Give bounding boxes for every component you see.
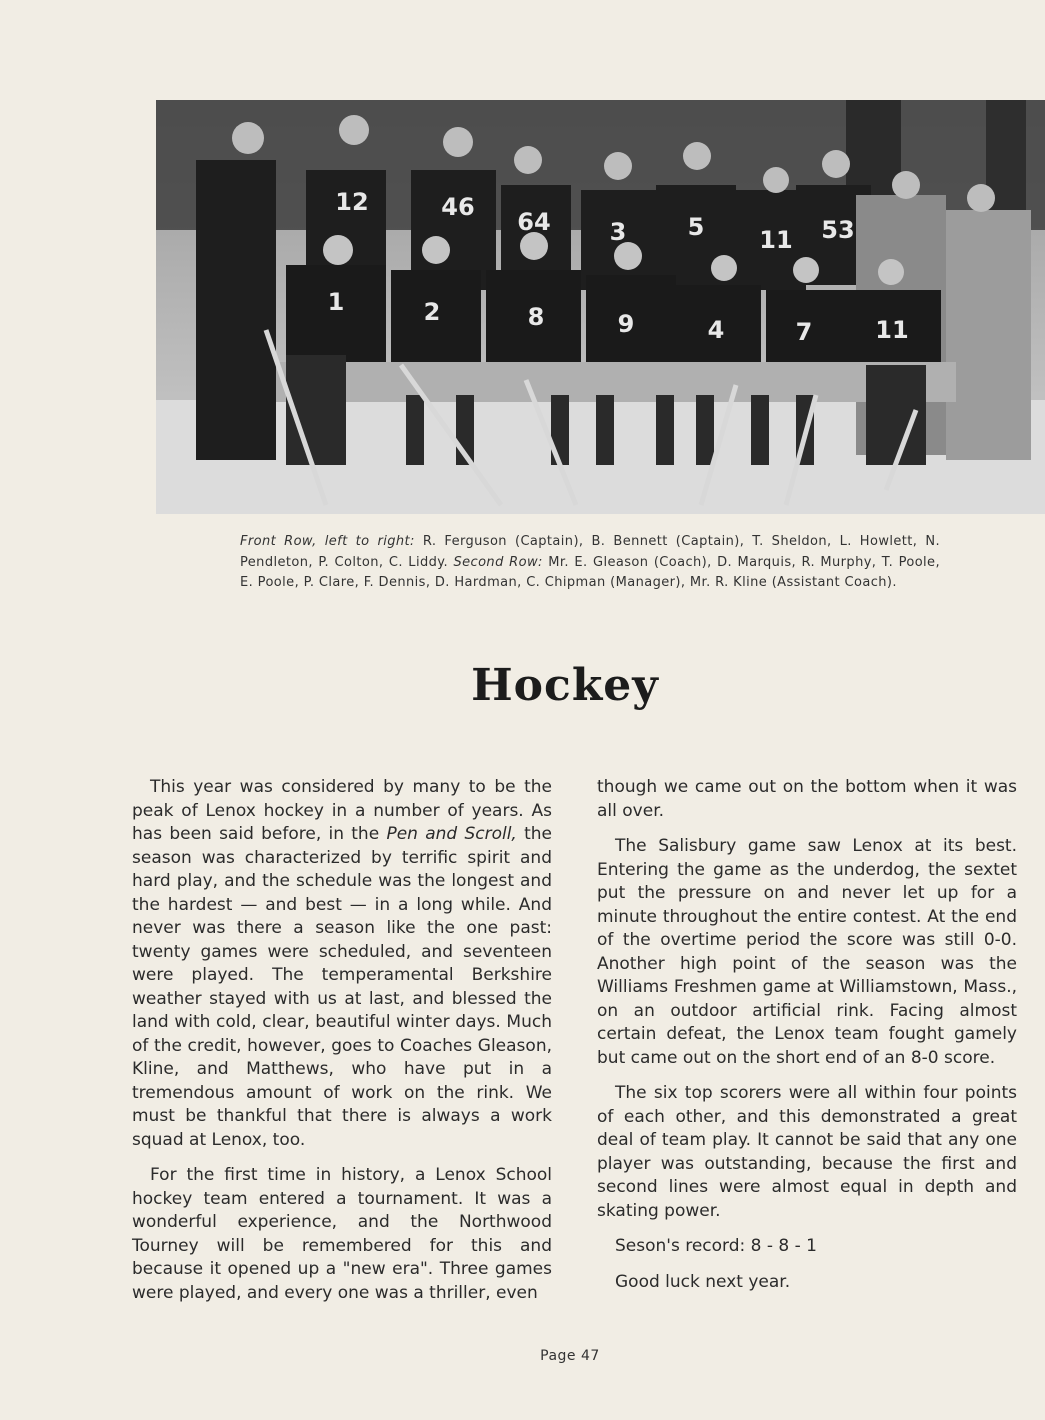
jersey-number: 8	[527, 303, 545, 331]
caption-front-label: Front Row, left to right:	[240, 534, 415, 549]
caption-second-names: Mr. E. Gleason (Coach), D. Marquis, R. Murphy, T. Poole, E. Poole, P. Clare, F. Dennis, D. Hardman, C. Chipman (Manager), Mr. R. Kline (Assistant Coach).	[240, 554, 940, 590]
jersey-number: 3	[609, 218, 627, 246]
season-record: Seson's record: 8 - 8 - 1	[615, 1236, 817, 1256]
jersey-number: 53	[821, 216, 855, 244]
closing-line: Good luck next year.	[615, 1271, 791, 1292]
jersey-number: 64	[517, 208, 551, 236]
caption-second-label: Second Row:	[453, 554, 543, 570]
jersey-number: 12	[335, 188, 369, 216]
paragraph	[132, 776, 552, 1152]
jersey-number: 4	[707, 316, 725, 344]
jersey-number: 5	[687, 213, 705, 241]
caption-front-names: R. Ferguson (Captain), B. Bennett (Captain), T. Sheldon, L. Howlett, N. Pendleton, P. Colton, C. Liddy.	[240, 534, 940, 570]
jersey-number: 11	[759, 226, 793, 254]
paragraph: though we came out on the bottom when it was all over.	[597, 777, 1017, 821]
jersey-number: 1	[327, 288, 345, 316]
jersey-number: 9	[617, 310, 635, 338]
paragraph: For the first time in history, a Lenox School hockey team entered a tournament. It was a wonderful experience, and the Northwood Tourney will be remembered for this and because it opened up a "new era". Three games were played, and every one was a thriller, even	[132, 1165, 552, 1303]
jersey-number: 11	[875, 316, 909, 344]
team-photo	[156, 100, 1045, 514]
paragraph-text: This year was considered by many to be the peak of Lenox hockey in a number of years. As has been said before, in the	[132, 777, 552, 844]
page-number: Page 47	[540, 1348, 600, 1364]
jersey-number: 2	[423, 298, 441, 326]
page-title: Hockey	[471, 660, 659, 711]
paragraph: The Salisbury game saw Lenox at its best. Entering the game as the underdog, the sextet put the pressure on and never let up for a minute throughout the entire contest. At the end of the overtime period the score was still 0-0. Another high point of the season was the Williams Freshmen game at Williamstown, Mass., on an outdoor artificial rink. Facing almost certain defeat, the Lenox team fought gamely but came out on the short end of an 8-0 score.	[597, 836, 1017, 1068]
paragraph: The six top scorers were all within four points of each other, and this demonstrated a great deal of team play. It cannot be said that any one player was outstanding, because the first and second lines were almost equal in depth and skating power.	[597, 1083, 1017, 1221]
publication-title: Pen and Scroll,	[386, 824, 517, 844]
right-column	[597, 776, 1017, 1306]
jersey-number: 7	[795, 318, 813, 346]
photo-caption	[240, 532, 940, 594]
jersey-number: 46	[441, 193, 475, 221]
left-column	[132, 776, 552, 1317]
paragraph-text: the season was characterized by terrific spirit and hard play, and the schedule was the longest and the hardest — and best — in a long while. And never was there a season like the one past: twenty games were scheduled, and seventeen were played. The temperamental Berkshire weather stayed with us at last, and blessed the land with cold, clear, beautiful winter days. Much of the credit, however, goes to Coaches Gleason, Kline, and Matthews, who have put in a tremendous amount of work on the rink. We must be thankful that there is always a work squad at Lenox, too.	[132, 824, 552, 1150]
